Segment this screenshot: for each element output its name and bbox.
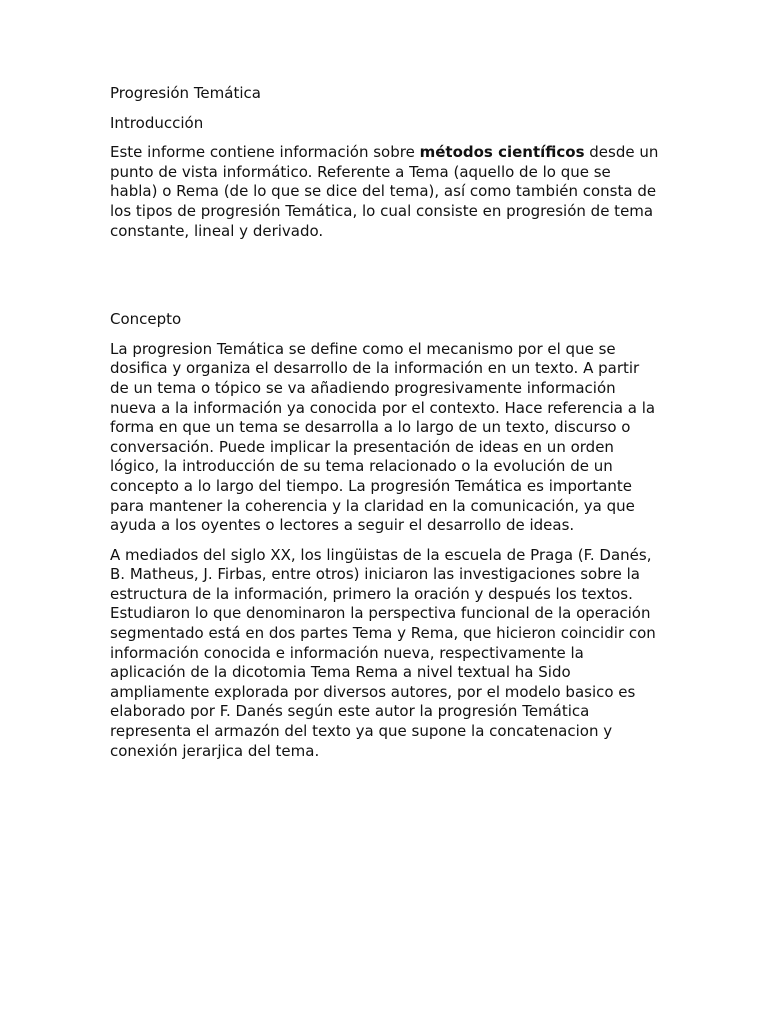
concept-paragraph-2: A mediados del siglo XX, los lingüistas de la escuela de Praga (F. Danés, B. Matheus, J. Firbas, entre otros) iniciaron las investigaciones sobre la estructura de la información, primero la oración y después los textos. Estudiaron lo que denominaron la perspectiva funcional de la operación segmentado está en dos partes Tema y Rema, que hicieron coincidir con información conocida e información nueva, respectivamente la aplicación de la dicotomia Tema Rema a nivel textual ha Sido ampliamente explorada por diversos autores, por el modelo basico es elaborado por F. Danés según este autor la progresión Temática representa el armazón del texto ya que supone la concatenacion y conexión jerarjica del tema. [110, 545, 656, 760]
concept-heading: Concepto [110, 310, 182, 329]
intro-text-start: Este informe contiene información sobre [110, 143, 420, 162]
document-page [110, 84, 662, 771]
intro-text-end: desde un punto de vista informático. Referente a Tema (aquello de lo que se habla) o Rema (de lo que se dice del tema), así como también consta de los tipos de progresión Temática, lo cual consiste en progresión de tema constante, lineal y derivado. [110, 143, 659, 240]
document-title: Progresión Temática [110, 84, 261, 102]
intro-heading: Introducción [110, 113, 204, 132]
concept-paragraph-1: La progresion Temática se define como el mecanismo por el que se dosifica y organiza el desarrollo de la información en un texto. A partir de un tema o tópico se va añadiendo progresivamente información nueva a la información ya conocida por el contexto. Hace referencia a la forma en que un tema se desarrolla a lo largo de un texto, discurso o conversación. Puede implicar la presentación de ideas en un orden lógico, la introducción de su tema relacionado o la evolución de un concepto a lo largo del tiempo. La progresión Temática es importante para mantener la coherencia y la claridad en la comunicación, ya que ayuda a los oyentes o lectores a seguir el desarrollo de ideas. [110, 339, 656, 535]
intro-paragraph [110, 143, 662, 241]
section-spacer [110, 251, 662, 310]
intro-bold-term: métodos científicos [419, 143, 585, 162]
